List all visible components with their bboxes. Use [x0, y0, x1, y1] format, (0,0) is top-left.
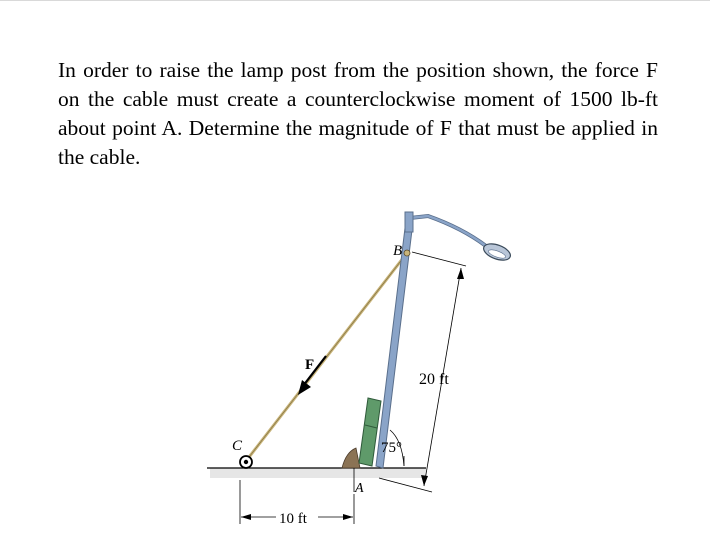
pivot-anchor [342, 448, 360, 468]
problem-text: In order to raise the lamp post from the position shown, the force F on the cable must create a counterclockwise moment of 1500 lb-ft about point A. Determine the magnitude of F that must be applied in the cable. [58, 58, 658, 169]
dim-arrow-top [457, 268, 464, 279]
point-c-center [244, 460, 248, 464]
label-length-20ft: 20 ft [419, 371, 449, 388]
label-a: A [355, 481, 364, 496]
ground-shading [210, 468, 426, 478]
label-base-10ft: 10 ft [279, 511, 307, 527]
dim-10ft-arrow-right [343, 514, 353, 520]
lamp-post [376, 228, 412, 468]
lamp-arm-joint [405, 212, 413, 232]
lamp-arm-inner [410, 216, 486, 246]
dim-10ft-arrow-left [241, 514, 251, 520]
point-b-attachment [404, 250, 410, 256]
dim-arrow-bottom [421, 475, 428, 486]
label-force: F [305, 357, 315, 373]
label-c: C [232, 438, 243, 454]
force-arrow-head [298, 380, 311, 395]
dim-ext-top [412, 252, 466, 266]
lamp-arm [410, 216, 486, 246]
label-angle: 75° [381, 440, 402, 456]
label-b: B [393, 243, 403, 259]
